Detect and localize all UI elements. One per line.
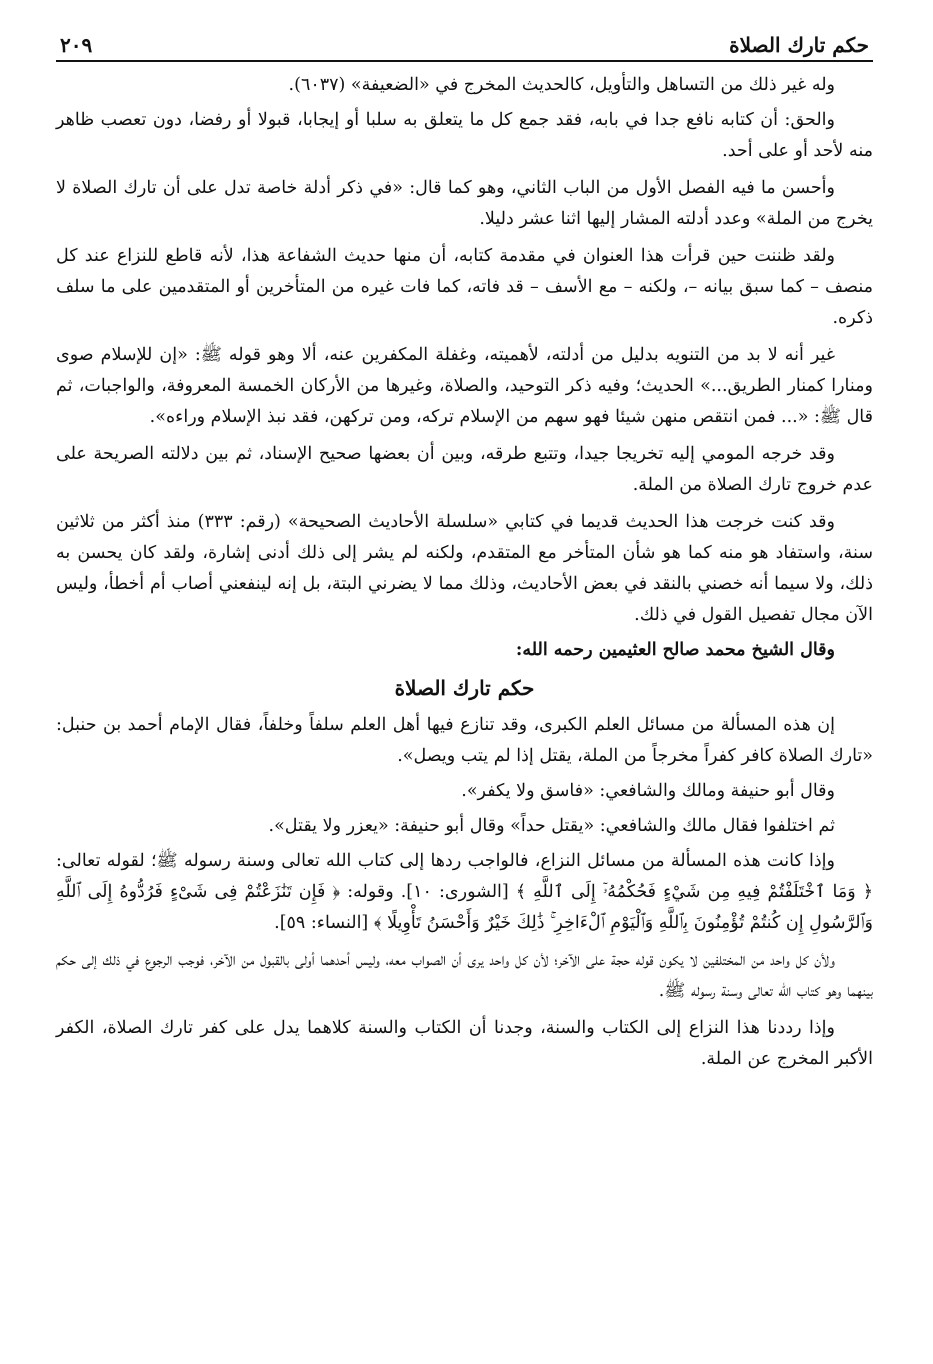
- paragraph-3: وأحسن ما فيه الفصل الأول من الباب الثاني، وهو كما قال: «في ذكر أدلة خاصة تدل على أن تارك الصلاة لا يخرج من الملة» وعدد أدلته المشار إليها اثنا عشر دليلا.: [56, 178, 873, 229]
- header-rule: [56, 60, 873, 62]
- paragraph-7: وقد كنت خرجت هذا الحديث قديما في كتابي «سلسلة الأحاديث الصحيحة» (رقم: ٣٣٣) منذ أكثر من ثلاثين سنة، واستفاد هو منه كما هو شأن المتأخر مع المتقدم، ولكنه لم يشر إلى ذلك أدنى إشارة، ولقد كان يحسن به ذلك، ولا سيما أنه خصني بالنقد في بعض الأحاديث، وذلك مما لا يضرني البتة، بل إنه لينفعني أصاب أم أخطأ، وليس الآن مجال تفصيل القول في ذلك.: [56, 512, 873, 625]
- paragraph-9: إن هذه المسألة من مسائل العلم الكبرى، وقد تنازع فيها أهل العلم سلفاً وخلفاً، فقال الإمام أحمد بن حنبل: «تارك الصلاة كافر كفراً مخرجاً من الملة، يقتل إذا لم يتب ويصل».: [56, 715, 873, 766]
- paragraph-13: ولأن كل واحد من المختلفين لا يكون قوله حجة على الآخر؛ لأن كل واحد يرى أن الصواب معه، وليس أحدهما أولى بالقبول من الآخر، فوجب الرجوع في ذلك إلى حكم بينهما وهو كتاب الله تعالى وسنة رسوله ﷺ.: [56, 950, 873, 1001]
- section-title: حكم تارك الصلاة: [394, 676, 535, 700]
- running-title: حكم تارك الصلاة: [729, 33, 869, 57]
- paragraph-4: ولقد ظننت حين قرأت هذا العنوان في مقدمة كتابه، أن منها حديث الشفاعة هذا، لأنه قاطع للنزاع عند كل منصف – كما سبق بيانه –، ولكنه – مع الأسف – قد فاته، كما فات غيره من المتأخرين أو المتقدمين على ما سلف ذكره.: [56, 246, 873, 328]
- paragraph-5: غير أنه لا بد من التنويه بدليل من أدلته، لأهميته، وغفلة المكفرين عنه، ألا وهو قوله ﷺ: «إن للإسلام صوى ومنارا كمنار الطريق...» الحديث؛ وفيه ذكر التوحيد، والصلاة، وغيرها من الأركان الخمسة المعروفة، والواجبات، ثم قال ﷺ: «... فمن انتقص منهن شيئا فهو سهم من الإسلام تركه، ومن تركهن، فقد نبذ الإسلام وراءه».: [56, 345, 873, 427]
- paragraph-2: والحق: أن كتابه نافع جدا في بابه، فقد جمع كل ما يتعلق به سلبا أو إيجابا، قبولا أو رفضا، دون تعصب ظاهر منه لأحد أو على أحد.: [56, 110, 873, 161]
- page-number: ٢٠٩: [60, 33, 93, 57]
- paragraph-11: ثم اختلفوا فقال مالك والشافعي: «يقتل حداً» وقال أبو حنيفة: «يعزر ولا يقتل».: [268, 816, 835, 836]
- paragraph-1: وله غير ذلك من التساهل والتأويل، كالحديث المخرج في «الضعيفة» (٦٠٣٧).: [288, 75, 835, 95]
- paragraph-14: وإذا رددنا هذا النزاع إلى الكتاب والسنة، وجدنا أن الكتاب والسنة كلاهما يدل على كفر تارك الصلاة، الكفر الأكبر المخرج عن الملة.: [56, 1018, 873, 1069]
- book-page: [56, 30, 873, 1344]
- paragraph-8: وقال الشيخ محمد صالح العثيمين رحمه الله:: [515, 640, 835, 660]
- paragraph-6: وقد خرجه المومي إليه تخريجا جيدا، وتتبع طرقه، وبين أن بعضها صحيح الإسناد، ثم بين دلالته الصريحة على عدم خروج تارك الصلاة من الملة.: [56, 444, 873, 495]
- running-header: [56, 30, 873, 58]
- paragraph-12: وإذا كانت هذه المسألة من مسائل النزاع، فالواجب ردها إلى كتاب الله تعالى وسنة رسوله ﷺ؛ لقوله تعالى: ﴿ وَمَا ٱخْتَلَفْتُمْ فِيهِ مِن شَيْءٍ فَحُكْمُهُۥٓ إِلَى ٱللَّهِ ﴾ [الشورى: ١٠]. وقوله: ﴿ فَإِن تَنَٰزَعْتُمْ فِى شَىْءٍ فَرُدُّوهُ إِلَى ٱللَّهِ وَٱلرَّسُولِ إِن كُنتُمْ تُؤْمِنُونَ بِٱللَّهِ وَٱلْيَوْمِ ٱلْءَاخِرِ ۚ ذَٰلِكَ خَيْرٌ وَأَحْسَنُ تَأْوِيلًا ﴾ [النساء: ٥٩].: [56, 851, 873, 933]
- paragraph-10: وقال أبو حنيفة ومالك والشافعي: «فاسق ولا يكفر».: [461, 781, 835, 801]
